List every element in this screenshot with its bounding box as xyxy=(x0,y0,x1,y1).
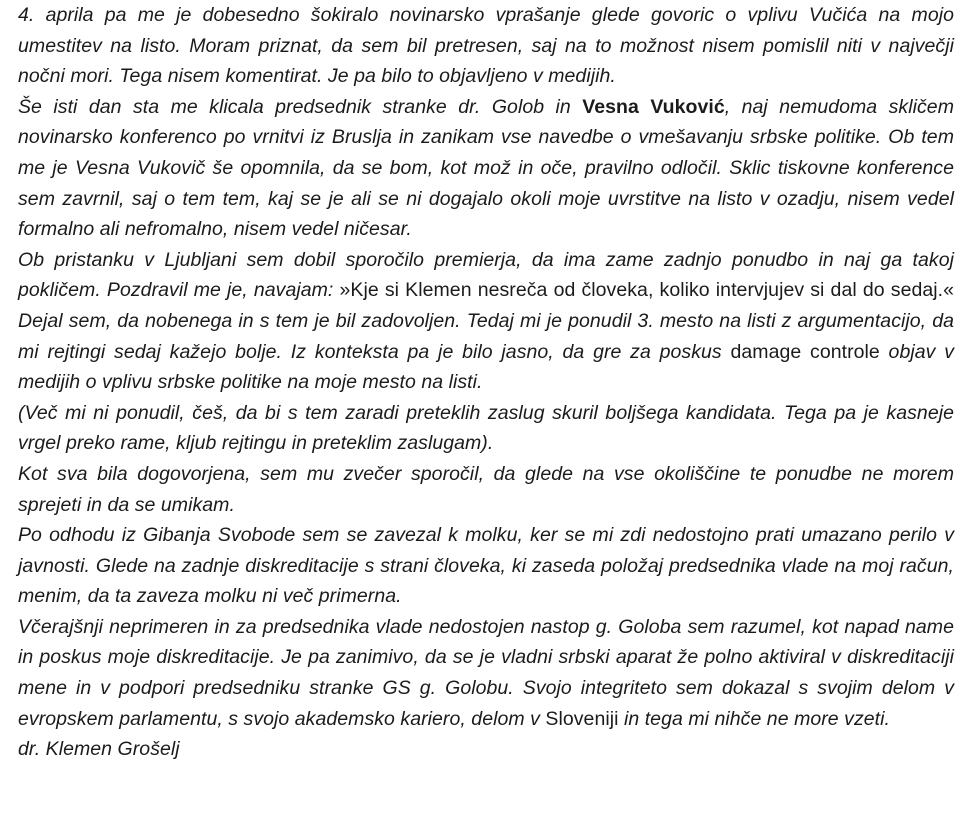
paragraph-3-text-c: objav v medijih o vplivu srbske politike na moje mesto na listi. xyxy=(18,340,954,394)
paragraph-1 xyxy=(18,0,954,92)
signature xyxy=(18,734,954,765)
paragraph-5-text: Kot sva bila dogovorjena, sem mu zvečer sporočil, da glede na vse okoliščine te ponudbe ne morem sprejeti in da se umikam. xyxy=(18,462,954,516)
paragraph-6-text: Po odhodu iz Gibanja Svobode sem se zavezal k molku, ker se mi zdi nedostojno prati umazano perilo v javnosti. Glede na zadnje diskreditacije s strani človeka, ki zaseda položaj predsednika vlade na moj račun, menim, da ta zaveza molku ni več primerna. xyxy=(18,524,954,608)
paragraph-7-text-a: Včerajšnji neprimeren in za predsednika vlade nedostojen nastop g. Goloba sem razumel, kot napad name in poskus moje diskreditacije. Je pa zanimivo, da se je vladni srbski aparat že polno aktiviral v diskreditaciji mene in v podpori predsedniku stranke GS g. Golobu. Svojo integriteto sem dokazal s svojim delom v evropskem parlamentu, s svojo akademsko kariero, delom v xyxy=(18,615,954,730)
paragraph-7 xyxy=(18,612,954,734)
paragraph-4-text: (Več mi ni ponudil, češ, da bi s tem zaradi preteklih zaslug skuril boljšega kandidata. Tega pa je kasneje vrgel preko rame, kljub rejtingu in preteklim zaslugam). xyxy=(18,401,954,455)
cut-off-previous-line xyxy=(18,0,954,2)
signature-text: dr. Klemen Grošelj xyxy=(18,738,180,761)
paragraph-2-text-b: , naj nemudoma skličem novinarsko konferenco po vrnitvi iz Bruslja in zanikam vse navedbe o vmešavanju srbske politike. Ob tem me je Vesna Vukovič še opomnila, da se bom, kot mož in oče, pravilno odločil. Sklic tiskovne konference sem zavrnil, saj o tem tem, kaj se je ali se ni dogajalo okoli moje uvrstitve na listo v ozadju, nisem vedel formalno ali nefromalno, nisem vedel ničesar. xyxy=(18,95,954,241)
paragraph-1-text: 4. aprila pa me je dobesedno šokiralo novinarsko vprašanje glede govoric o vplivu Vučića na mojo umestitev na listo. Moram priznat, da sem bil pretresen, saj na to možnost nisem pomislil niti v največji nočni mori. Tega nisem komentirat. Je pa bilo to objavljeno v medijih. xyxy=(18,4,954,88)
paragraph-3 xyxy=(18,245,954,398)
highlighted-name: Vesna Vuković xyxy=(582,95,725,118)
paragraph-2 xyxy=(18,92,954,245)
paragraph-6 xyxy=(18,520,954,612)
english-term: damage controle xyxy=(730,340,880,363)
paragraph-4 xyxy=(18,398,954,459)
paragraph-3-text-a: Ob pristanku v Ljubljani sem dobil sporočilo premierja, da ima zame zadnjo ponudbo in naj ga takoj pokličem. Pozdravil me je, navajam: xyxy=(18,248,954,302)
paragraph-2-text-a: Še isti dan sta me klicala predsednik stranke dr. Golob in xyxy=(18,95,583,118)
place-name: Sloveniji xyxy=(545,707,619,730)
paragraph-7-text-b: in tega mi nihče ne more vzeti. xyxy=(618,707,890,730)
quoted-speech: »Kje si Klemen nesreča od človeka, koliko intervjujev si dal do sedaj.« xyxy=(339,279,954,302)
paragraph-5 xyxy=(18,459,954,520)
article-text xyxy=(18,0,954,765)
paragraph-3-text-b: Dejal sem, da nobenega in s tem je bil zadovoljen. Tedaj mi je ponudil 3. mesto na listi z argumentacijo, da mi rejtingi sedaj kažejo bolje. Iz konteksta pa je bilo jasno, da gre za poskus xyxy=(18,309,954,363)
